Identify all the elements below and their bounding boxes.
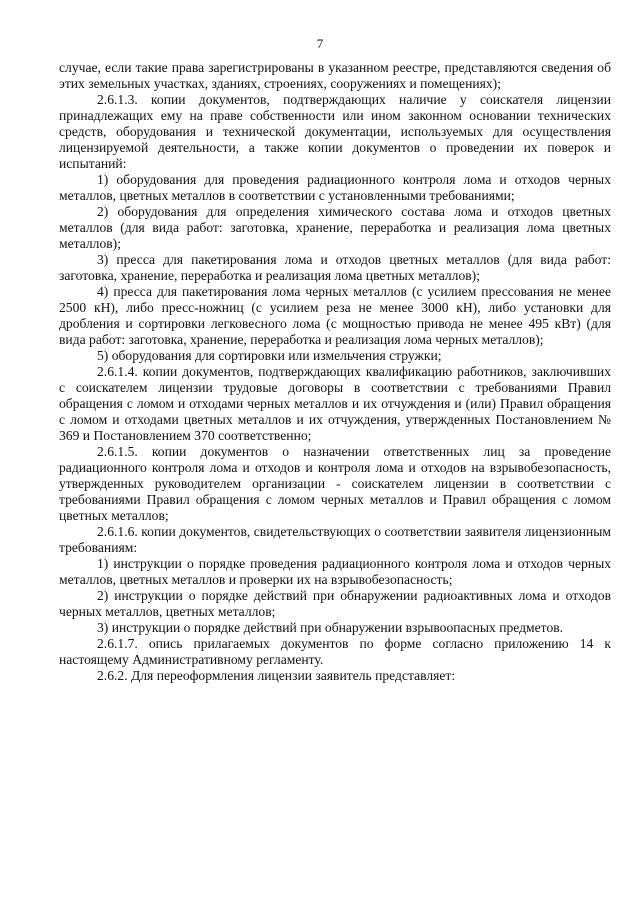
- list-item: 2) инструкции о порядке действий при обнаружении радиоактивных лома и отходов черных металлов, цветных металлов;: [59, 588, 611, 619]
- paragraph: случае, если такие права зарегистрированы в указанном реестре, представляются сведения об этих земельных участках, зданиях, строениях, сооружениях и помещениях);: [59, 60, 611, 91]
- paragraph: 2.6.1.4. копии документов, подтверждающих квалификацию работников, заключивших с соискателем лицензии трудовые договоры в соответствии с требованиями Правил обращения с ломом и отходами черных металлов и их отчуждения и (или) Правил обращения с ломом и отходами цветных металлов и их отчуждения, утвержденных Постановлением № 369 и Постановлением 370 соответственно;: [59, 364, 611, 443]
- paragraph: 2.6.1.6. копии документов, свидетельствующих о соответствии заявителя лицензионным требованиям:: [59, 524, 611, 555]
- list-item: 2) оборудования для определения химического состава лома и отходов цветных металлов (для вида работ: заготовка, хранение, переработка и реализация лома цветных металлов);: [59, 204, 611, 251]
- paragraph: 2.6.1.7. опись прилагаемых документов по форме согласно приложению 14 к настоящему Административному регламенту.: [59, 636, 611, 667]
- paragraph: 2.6.2. Для переоформления лицензии заявитель представляет:: [97, 668, 456, 683]
- page-number: 7: [316, 36, 324, 51]
- list-item: 1) инструкции о порядке проведения радиационного контроля лома и отходов черных металлов, цветных металлов и проверки их на взрывобезопасность;: [59, 556, 611, 587]
- list-item: 3) инструкции о порядке действий при обнаружении взрывоопасных предметов.: [97, 620, 564, 635]
- document-body: [59, 60, 611, 684]
- paragraph: 2.6.1.3. копии документов, подтверждающих наличие у соискателя лицензии принадлежащих ему на праве собственности или ином законном основании технических средств, оборудования и технической документации, используемых для осуществления лицензируемой деятельности, а также копии документов о проведении их поверок и испытаний:: [59, 92, 611, 171]
- paragraph: 2.6.1.5. копии документов о назначении ответственных лиц за проведение радиационного контроля лома и отходов и контроля лома и отходов на взрывобезопасность, утвержденных руководителем организации - соискателем лицензии в соответствии с требованиями Правил обращения с ломом черных металлов и Правил обращения с ломом цветных металлов;: [59, 444, 611, 523]
- list-item: 3) пресса для пакетирования лома и отходов цветных металлов (для вида работ: заготовка, хранение, переработка и реализация лома цветных металлов);: [59, 252, 611, 283]
- list-item: 5) оборудования для сортировки или измельчения стружки;: [97, 348, 442, 363]
- list-item: 1) оборудования для проведения радиационного контроля лома и отходов черных металлов, цветных металлов в соответствии с установленными требованиями;: [59, 172, 611, 203]
- list-item: 4) пресса для пакетирования лома черных металлов (с усилием прессования не менее 2500 кН), либо пресс-ножниц (с усилием реза не менее 3000 кН), либо установки для дробления и сортировки легковесного лома (с мощностью привода не менее 495 кВт) (для вида работ: заготовка, хранение, переработка и реализация лома черных металлов);: [59, 284, 611, 347]
